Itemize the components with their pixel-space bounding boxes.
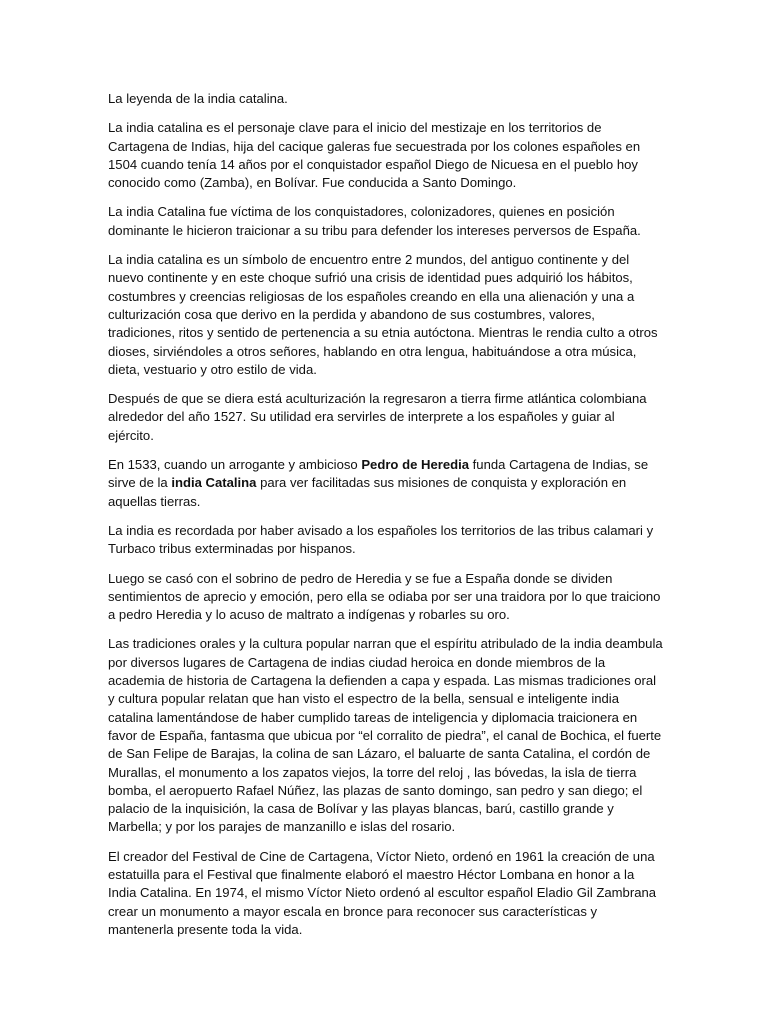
paragraph-5 (108, 456, 664, 511)
paragraph-5-text-e: para ver facilitadas sus misiones de conquista y exploración en aquellas tierras. (108, 475, 627, 509)
paragraph-6: La india es recordada por haber avisado a los españoles los territorios de las tribus calamari y Turbaco tribus exterminadas por hispanos. (108, 522, 654, 557)
bold-name-pedro-de-heredia: Pedro de Heredia (361, 457, 470, 473)
paragraph-5-text-c: funda Cartagena de Indias, se sirve de la (108, 457, 649, 491)
paragraph-9: El creador del Festival de Cine de Cartagena, Víctor Nieto, ordenó en 1961 la creación de una estatuilla para el Festival que finalmente elaboró el maestro Héctor Lombana en honor a la India Catalina. En 1974, el mismo Víctor Nieto ordenó al escultor español Eladio Gil Zambrana crear un monumento a mayor escala en bronce para reconocer sus características y mantenerla presente toda la vida. (108, 848, 657, 937)
paragraph-5-text-a: En 1533, cuando un arrogante y ambicioso (108, 457, 362, 473)
paragraph-4: Después de que se diera está aculturización la regresaron a tierra firme atlántica colombiana alrededor del año 1527. Su utilidad era servirles de interprete a los españoles y guiar al ejército. (108, 391, 647, 443)
paragraph-8: Las tradiciones orales y la cultura popular narran que el espíritu atribulado de la india deambula por diversos lugares de Cartagena de indias ciudad heroica en donde miembros de la academia de historia de Cartagena la defienden a capa y espada. Las mismas tradiciones oral y cultura popular relatan que han visto el espectro de la bella, sensual e inteligente india catalina lamentándose de haber cumplido tareas de inteligencia y diplomacia traicionera en favor de España, fantasma que ubicua por “el corralito de piedra”, el canal de Bochica, el fuerte de San Felipe de Barajas, la colina de san Lázaro, el baluarte de santa Catalina, el cordón de Murallas, el monumento a los zapatos viejos, la torre del reloj , las bóvedas, la isla de tierra bomba, el aeropuerto Rafael Núñez, las plazas de santo domingo, san pedro y san diego; el palacio de la inquisición, la casa de Bolívar y las playas blancas, barú, castillo grande y Marbella; y por los parajes de manzanillo e islas del rosario. (108, 636, 663, 835)
paragraph-3: La india catalina es un símbolo de encuentro entre 2 mundos, del antiguo continente y del nuevo continente y en este choque sufrió una crisis de identidad pues adquirió los hábitos, costumbres y creencias religiosas de los españoles creando en ella una alienación y una a culturización cosa que derivo en la perdida y abandono de sus costumbres, valores, tradiciones, ritos y sentido de pertenencia a su etnia autóctona. Mientras le rendia culto a otros dioses, sirviéndoles a otros señores, hablando en otra lengua, habituándose a otra música, dieta, vestuario y otro estilo de vida. (108, 252, 658, 377)
paragraph-7: Luego se casó con el sobrino de pedro de Heredia y se fue a España donde se dividen sentimientos de aprecio y emoción, pero ella se odiaba por ser una traidora por lo que traiciono a pedro Heredia y lo acuso de maltrato a indígenas y robarles su oro. (108, 570, 661, 623)
document-title: La leyenda de la india catalina. (108, 91, 288, 106)
paragraph-1: La india catalina es el personaje clave para el inicio del mestizaje en los territorios de Cartagena de Indias, hija del cacique galeras fue secuestrada por los colones españoles en 1504 cuando tenía 14 años por el conquistador español Diego de Nicuesa en el pueblo hoy conocido como (Zamba), en Bolívar. Fue conducida a Santo Domingo. (108, 120, 641, 191)
paragraph-2: La india Catalina fue víctima de los conquistadores, colonizadores, quienes en posición dominante le hicieron traicionar a su tribu para defender los intereses perversos de España. (108, 204, 641, 238)
bold-name-india-catalina: india Catalina (171, 475, 257, 491)
document-body (108, 90, 664, 950)
